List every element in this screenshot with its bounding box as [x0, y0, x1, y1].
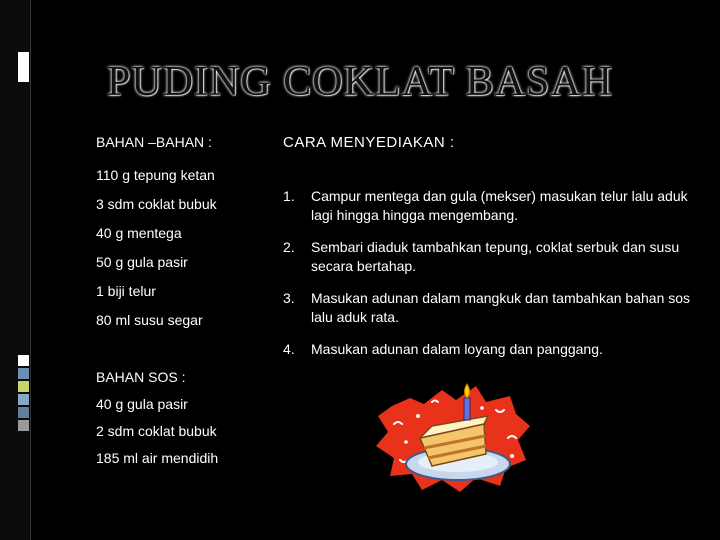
sauce-item: 2 sdm coklat bubuk [96, 423, 217, 439]
method-steps [283, 187, 693, 359]
ingredient-item: 80 ml susu segar [96, 312, 203, 328]
method-step [283, 238, 693, 276]
decor-square [18, 381, 29, 392]
sauce-item: 40 g gula pasir [96, 396, 188, 412]
slide-title: PUDING COKLAT BASAH [107, 59, 613, 105]
step-number: 2. [283, 239, 295, 255]
method-column [283, 134, 693, 372]
ingredient-item: 50 g gula pasir [96, 254, 188, 270]
decor-square [18, 355, 29, 366]
birthday-cake-icon [372, 376, 532, 496]
ingredient-item: 110 g tepung ketan [96, 167, 215, 183]
decor-square [18, 394, 29, 405]
method-step [283, 187, 693, 225]
ingredients-column [96, 134, 271, 477]
step-text: Masukan adunan dalam mangkuk dan tambahkan bahan sos lalu aduk rata. [311, 290, 691, 325]
method-step [283, 289, 693, 327]
step-text: Sembari diaduk tambahkan tepung, coklat serbuk dan susu secara bertahap. [311, 239, 680, 274]
ingredient-item: 1 biji telur [96, 283, 156, 299]
step-number: 1. [283, 188, 295, 204]
step-text: Masukan adunan dalam loyang dan panggang. [311, 341, 603, 357]
ingredient-item: 40 g mentega [96, 225, 182, 241]
decor-square [18, 407, 29, 418]
ingredient-item: 3 sdm coklat bubuk [96, 196, 217, 212]
method-heading: CARA MENYEDIAKAN : [283, 134, 455, 151]
decor-square [18, 420, 29, 431]
sauce-item: 185 ml air mendidih [96, 450, 219, 466]
method-step [283, 340, 693, 359]
step-number: 4. [283, 341, 295, 357]
step-number: 3. [283, 290, 295, 306]
step-text: Campur mentega dan gula (mekser) masukan telur lalu aduk lagi hingga hingga mengembang. [311, 188, 688, 223]
sauce-heading: BAHAN SOS : [96, 369, 186, 385]
ingredients-heading: BAHAN –BAHAN : [96, 134, 212, 150]
decor-square [18, 368, 29, 379]
decor-squares [18, 355, 29, 433]
